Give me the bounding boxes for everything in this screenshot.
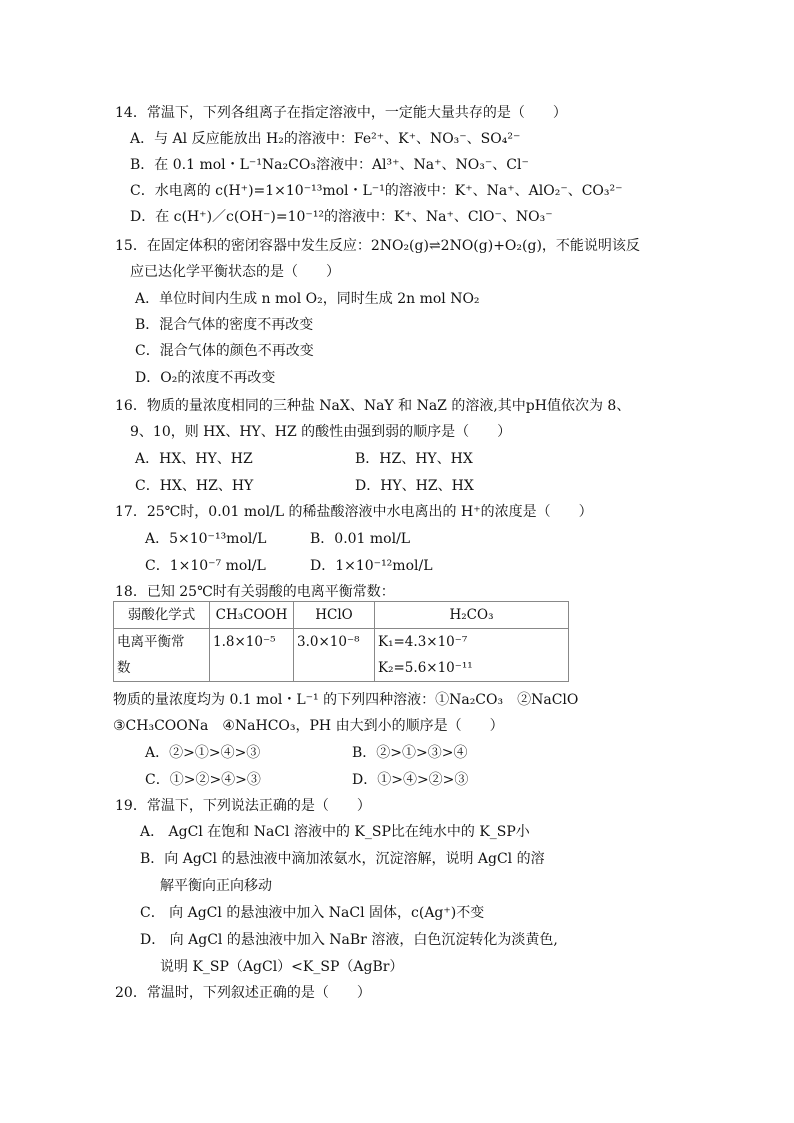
table-row-label-line1: 电离平衡常 (117, 634, 185, 650)
q18-option-a: A．②>①>④>③ (145, 745, 261, 761)
table-row-label-line2: 数 (117, 660, 131, 676)
q16-stem-line2: 9、10，则 HX、HY、HZ 的酸性由强到弱的顺序是（ ） (130, 424, 512, 440)
table-header-acid-formula: 弱酸化学式 (114, 602, 210, 629)
q15-option-b: B．混合气体的密度不再改变 (135, 317, 314, 333)
q16-option-c: C．HX、HZ、HY (135, 478, 254, 494)
q19-option-d-line1: D． 向 AgCl 的悬浊液中加入 NaBr 溶液，白色沉淀转化为淡黄色, (140, 932, 558, 948)
q17-option-b: B．0.01 mol/L (310, 531, 411, 547)
q18-line2: ③CH₃COONa ④NaHCO₃，PH 由大到小的顺序是（ ） (113, 718, 504, 734)
ionization-constant-table (113, 601, 569, 682)
q15-option-c: C．混合气体的颜色不再改变 (135, 343, 314, 359)
table-cell-h2co3-values (375, 629, 569, 682)
q19-stem: 19．常温下，下列说法正确的是（ ） (115, 798, 371, 814)
q15-stem-line1: 15．在固定体积的密闭容器中发生反应：2NO₂(g)⇌2NO(g)+O₂(g)，不能说明该反 (115, 238, 640, 254)
table-cell-hclo-value: 3.0×10⁻⁸ (294, 629, 375, 682)
q16-stem-line1: 16．物质的量浓度相同的三种盐 NaX、NaY 和 NaZ 的溶液,其中pH值依次为 8、 (115, 398, 631, 414)
q14-stem: 14．常温下，下列各组离子在指定溶液中，一定能大量共存的是（ ） (115, 105, 567, 121)
q20-stem: 20．常温时，下列叙述正确的是（ ） (115, 985, 371, 1001)
q19-option-b-line2: 解平衡向正向移动 (160, 878, 272, 894)
q15-option-a: A．单位时间内生成 n mol O₂，同时生成 2n mol NO₂ (135, 291, 480, 307)
q19-option-d-line2: 说明 K_SP（AgCl）<K_SP（AgBr） (160, 959, 404, 975)
q15-option-d: D．O₂的浓度不再改变 (135, 370, 276, 386)
table-row (114, 629, 569, 682)
q18-option-d: D．①>④>②>③ (352, 772, 469, 788)
table-header-row (114, 602, 569, 629)
q14-option-d: D．在 c(H⁺)／c(OH⁻)=10⁻¹²的溶液中：K⁺、Na⁺、ClO⁻、NO₃⁻ (130, 209, 553, 225)
q15-stem-line2: 应已达化学平衡状态的是（ ） (130, 264, 340, 280)
q19-option-c: C． 向 AgCl 的悬浊液中加入 NaCl 固体，c(Ag⁺)不变 (140, 905, 485, 921)
table-cell-k1: K₁=4.3×10⁻⁷ (378, 634, 468, 650)
q14-option-c: C．水电离的 c(H⁺)=1×10⁻¹³mol・L⁻¹的溶液中：K⁺、Na⁺、AlO₂⁻、CO₃²⁻ (130, 183, 623, 199)
table-header-hclo: HClO (294, 602, 375, 629)
q19-option-b-line1: B．向 AgCl 的悬浊液中滴加浓氨水，沉淀溶解，说明 AgCl 的溶 (140, 851, 545, 867)
q18-stem: 18．已知 25℃时有关弱酸的电离平衡常数： (115, 584, 395, 600)
q14-option-a: A．与 Al 反应能放出 H₂的溶液中：Fe²⁺、K⁺、NO₃⁻、SO₄²⁻ (130, 131, 521, 147)
q17-option-c: C．1×10⁻⁷ mol/L (145, 558, 266, 574)
q18-option-b: B．②>①>③>④ (352, 745, 468, 761)
q17-option-d: D．1×10⁻¹²mol/L (310, 558, 433, 574)
table-cell-k2: K₂=5.6×10⁻¹¹ (378, 660, 473, 676)
q16-option-b: B．HZ、HY、HX (355, 451, 473, 467)
q16-option-d: D．HY、HZ、HX (355, 478, 474, 494)
q16-option-a: A．HX、HY、HZ (135, 451, 253, 467)
q14-option-b: B．在 0.1 mol・L⁻¹Na₂CO₃溶液中：Al³⁺、Na⁺、NO₃⁻、Cl⁻ (130, 157, 529, 173)
q17-option-a: A．5×10⁻¹³mol/L (145, 531, 267, 547)
table-cell-ch3cooh-value: 1.8×10⁻⁵ (210, 629, 294, 682)
q18-option-c: C．①>②>④>③ (145, 772, 261, 788)
table-header-h2co3: H₂CO₃ (375, 602, 569, 629)
table-row-label (114, 629, 210, 682)
q17-stem: 17．25℃时，0.01 mol/L 的稀盐酸溶液中水电离出的 H⁺的浓度是（ ） (115, 504, 593, 520)
q18-line1: 物质的量浓度均为 0.1 mol・L⁻¹ 的下列四种溶液：①Na₂CO₃ ②NaClO (113, 692, 579, 708)
table-header-ch3cooh: CH₃COOH (210, 602, 294, 629)
q19-option-a: A． AgCl 在饱和 NaCl 溶液中的 K_SP比在纯水中的 K_SP小 (140, 824, 530, 840)
